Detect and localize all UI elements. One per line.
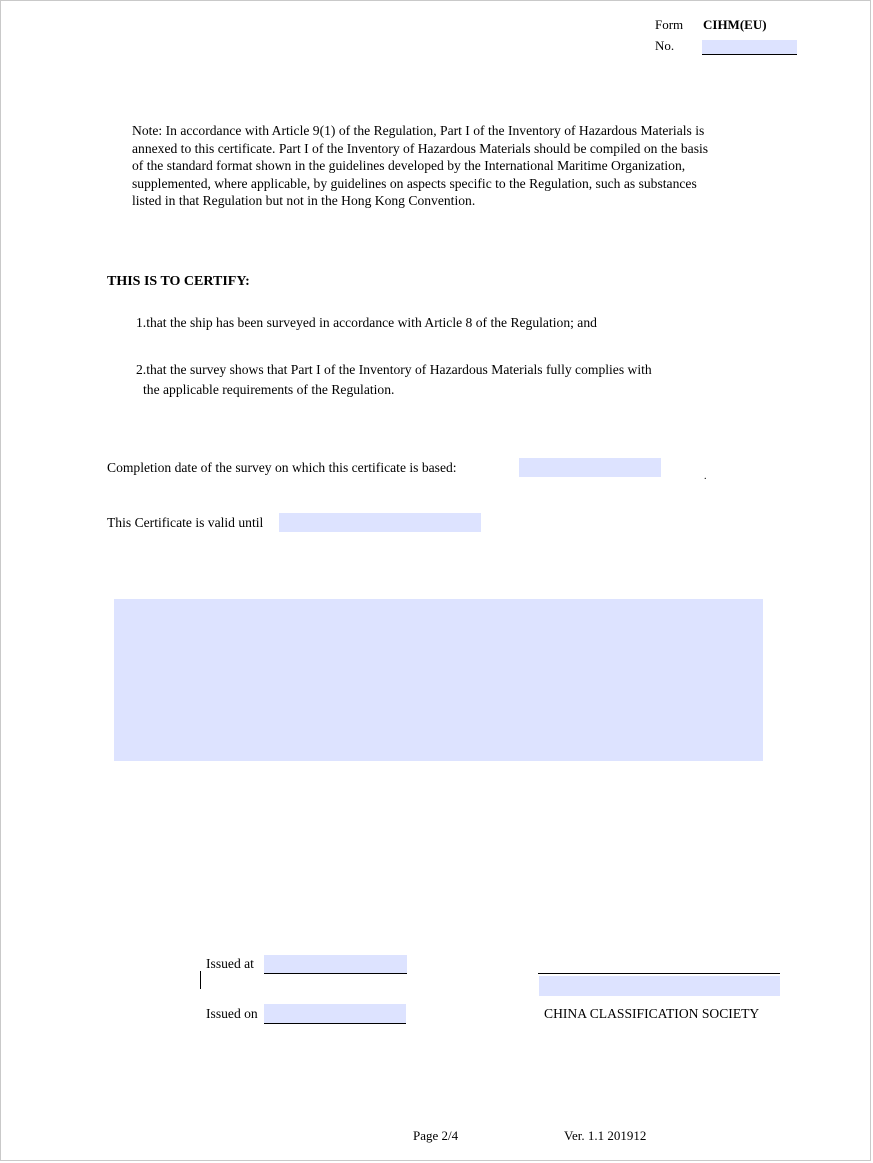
valid-until-label: This Certificate is valid until (107, 515, 264, 530)
note-line: listed in that Regulation but not in the Hong Kong Convention. (132, 193, 476, 208)
note-paragraph (132, 122, 772, 210)
note-line: supplemented, where applicable, by guidelines on aspects specific to the Regulation, such as substances (132, 175, 697, 191)
signature-field[interactable] (539, 976, 780, 996)
certify-item-2-line-1: 2.that the survey shows that Part I of the Inventory of Hazardous Materials fully complies with (136, 362, 652, 377)
version: Ver. 1.1 201912 (564, 1128, 647, 1143)
society-name: CHINA CLASSIFICATION SOCIETY (544, 1006, 760, 1021)
form-code: CIHM(EU) (703, 17, 767, 32)
page-number: Page 2/4 (413, 1128, 459, 1143)
completion-date-field[interactable] (519, 458, 661, 477)
issued-on-field[interactable] (264, 1004, 406, 1024)
signature-line (538, 973, 780, 974)
certify-item-2-line-2: the applicable requirements of the Regulation. (143, 382, 395, 397)
note-line: of the standard format shown in the guidelines developed by the International Maritime Organization, (132, 158, 686, 173)
valid-until-field[interactable] (279, 513, 481, 532)
dot-mark: . (704, 471, 707, 482)
certificate-number-field[interactable] (702, 40, 797, 55)
issued-on-label: Issued on (206, 1006, 258, 1021)
note-line: annexed to this certificate. Part I of the Inventory of Hazardous Materials should be compiled on the basis (132, 140, 709, 156)
certify-heading: THIS IS TO CERTIFY: (107, 274, 250, 289)
completion-date-label: Completion date of the survey on which this certificate is based: (107, 460, 457, 475)
issued-at-field[interactable] (264, 955, 407, 974)
note-line: Note: In accordance with Article 9(1) of the Regulation, Part I of the Inventory of Hazardous Materials is (132, 123, 705, 138)
form-label: Form (655, 17, 684, 32)
remarks-field[interactable] (114, 599, 763, 761)
no-label: No. (655, 38, 675, 53)
certify-item-1: 1.that the ship has been surveyed in accordance with Article 8 of the Regulation; and (136, 315, 597, 330)
text-cursor (200, 971, 201, 989)
issued-at-label: Issued at (206, 956, 254, 971)
